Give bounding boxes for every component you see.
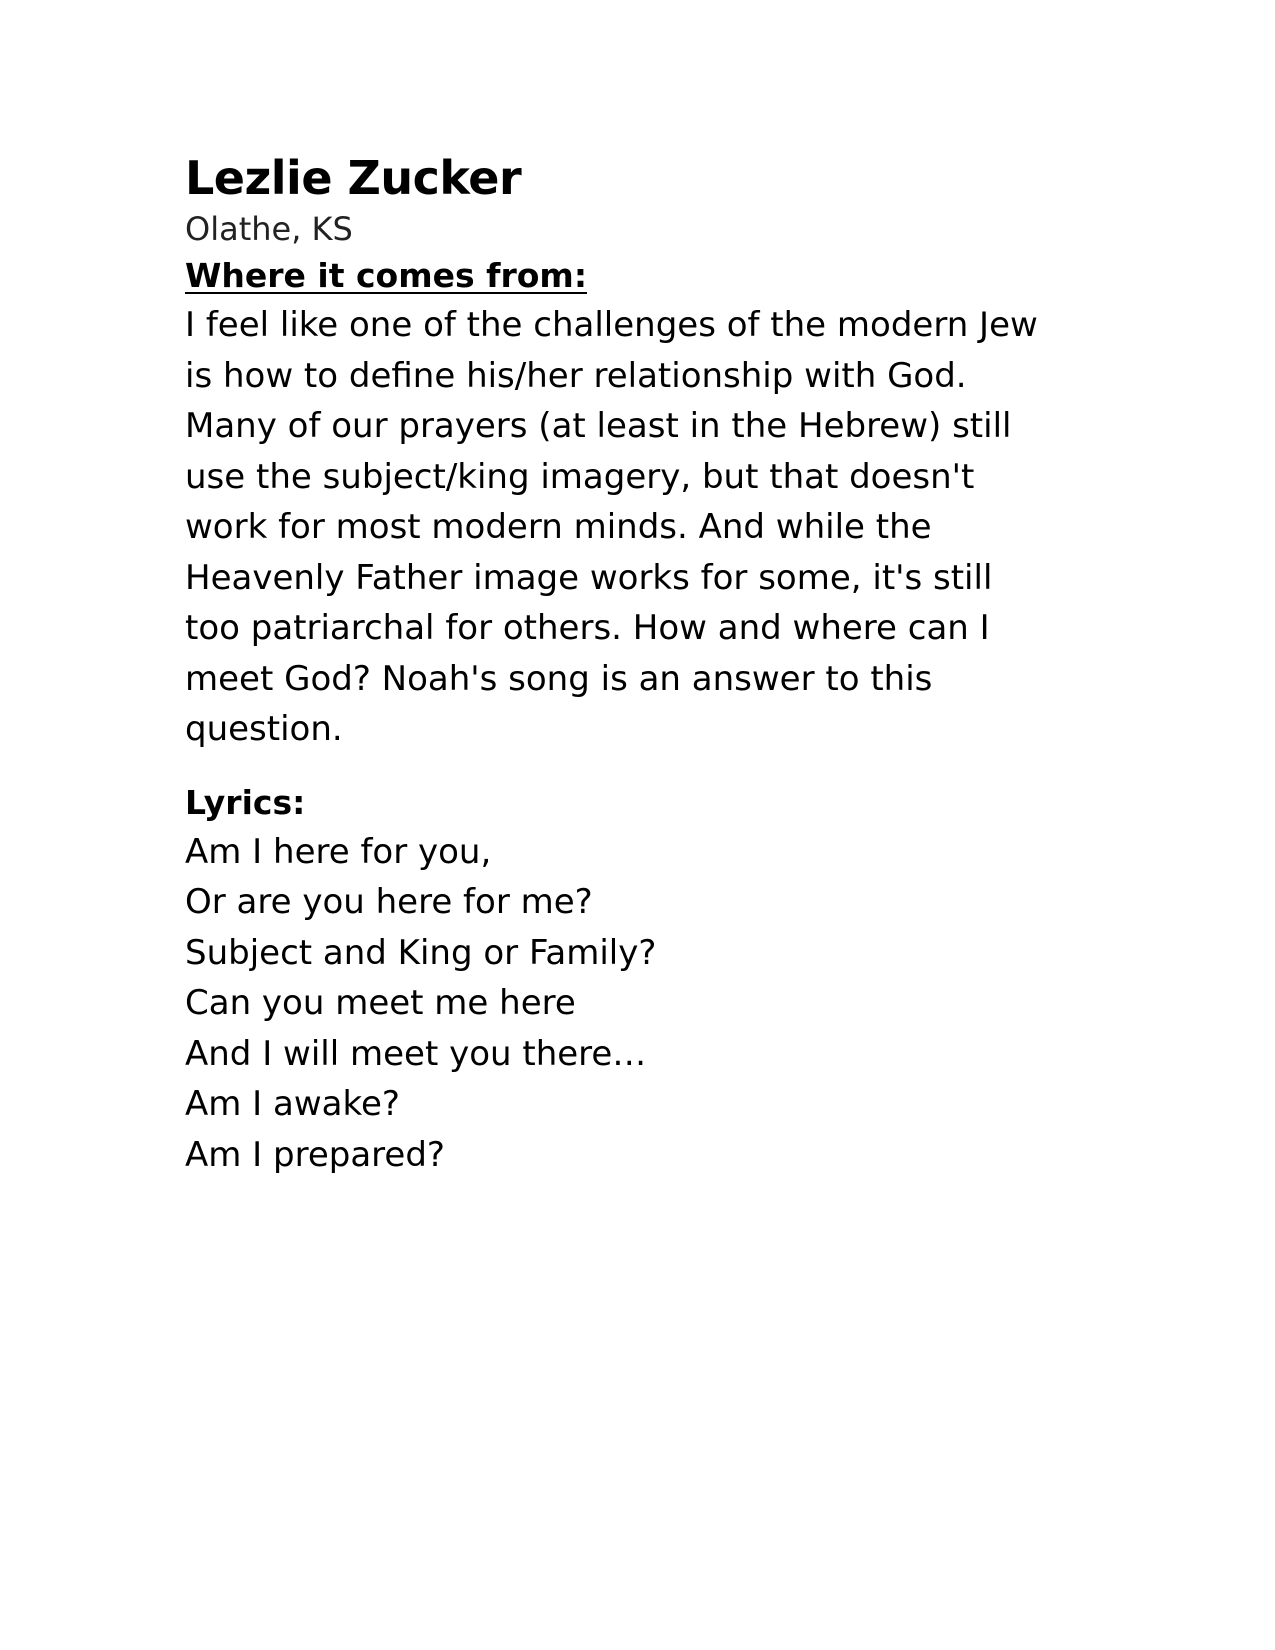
lyric-line: And I will meet you there… xyxy=(185,1033,647,1074)
author-location: Olathe, KS xyxy=(185,210,353,248)
lyric-line: Am I prepared? xyxy=(185,1134,445,1175)
lyric-line: Can you meet me here xyxy=(185,983,576,1023)
lyric-line: Am I awake? xyxy=(185,1084,400,1124)
author-name: Lezlie Zucker xyxy=(185,151,522,205)
origin-text: I feel like one of the challenges of the modern Jew is how to define his/her relationship with God. Many of our prayers (at least in the Hebrew) still use the subject/king imagery, but that doesn't work for most modern minds. And while the Heavenly Father image works for some, it's still too patriarchal for others. How and where can I meet God? Noah's song is an answer to this question. xyxy=(185,305,1038,749)
origin-heading: Where it comes from: xyxy=(185,256,588,295)
lyric-line: Am I here for you, xyxy=(185,831,492,872)
document-page xyxy=(185,150,1085,1180)
lyrics-section xyxy=(185,779,1085,1181)
lyrics-heading: Lyrics: xyxy=(185,782,306,822)
lyric-line: Subject and King or Family? xyxy=(185,932,657,973)
lyric-line: Or are you here for me? xyxy=(185,882,593,922)
